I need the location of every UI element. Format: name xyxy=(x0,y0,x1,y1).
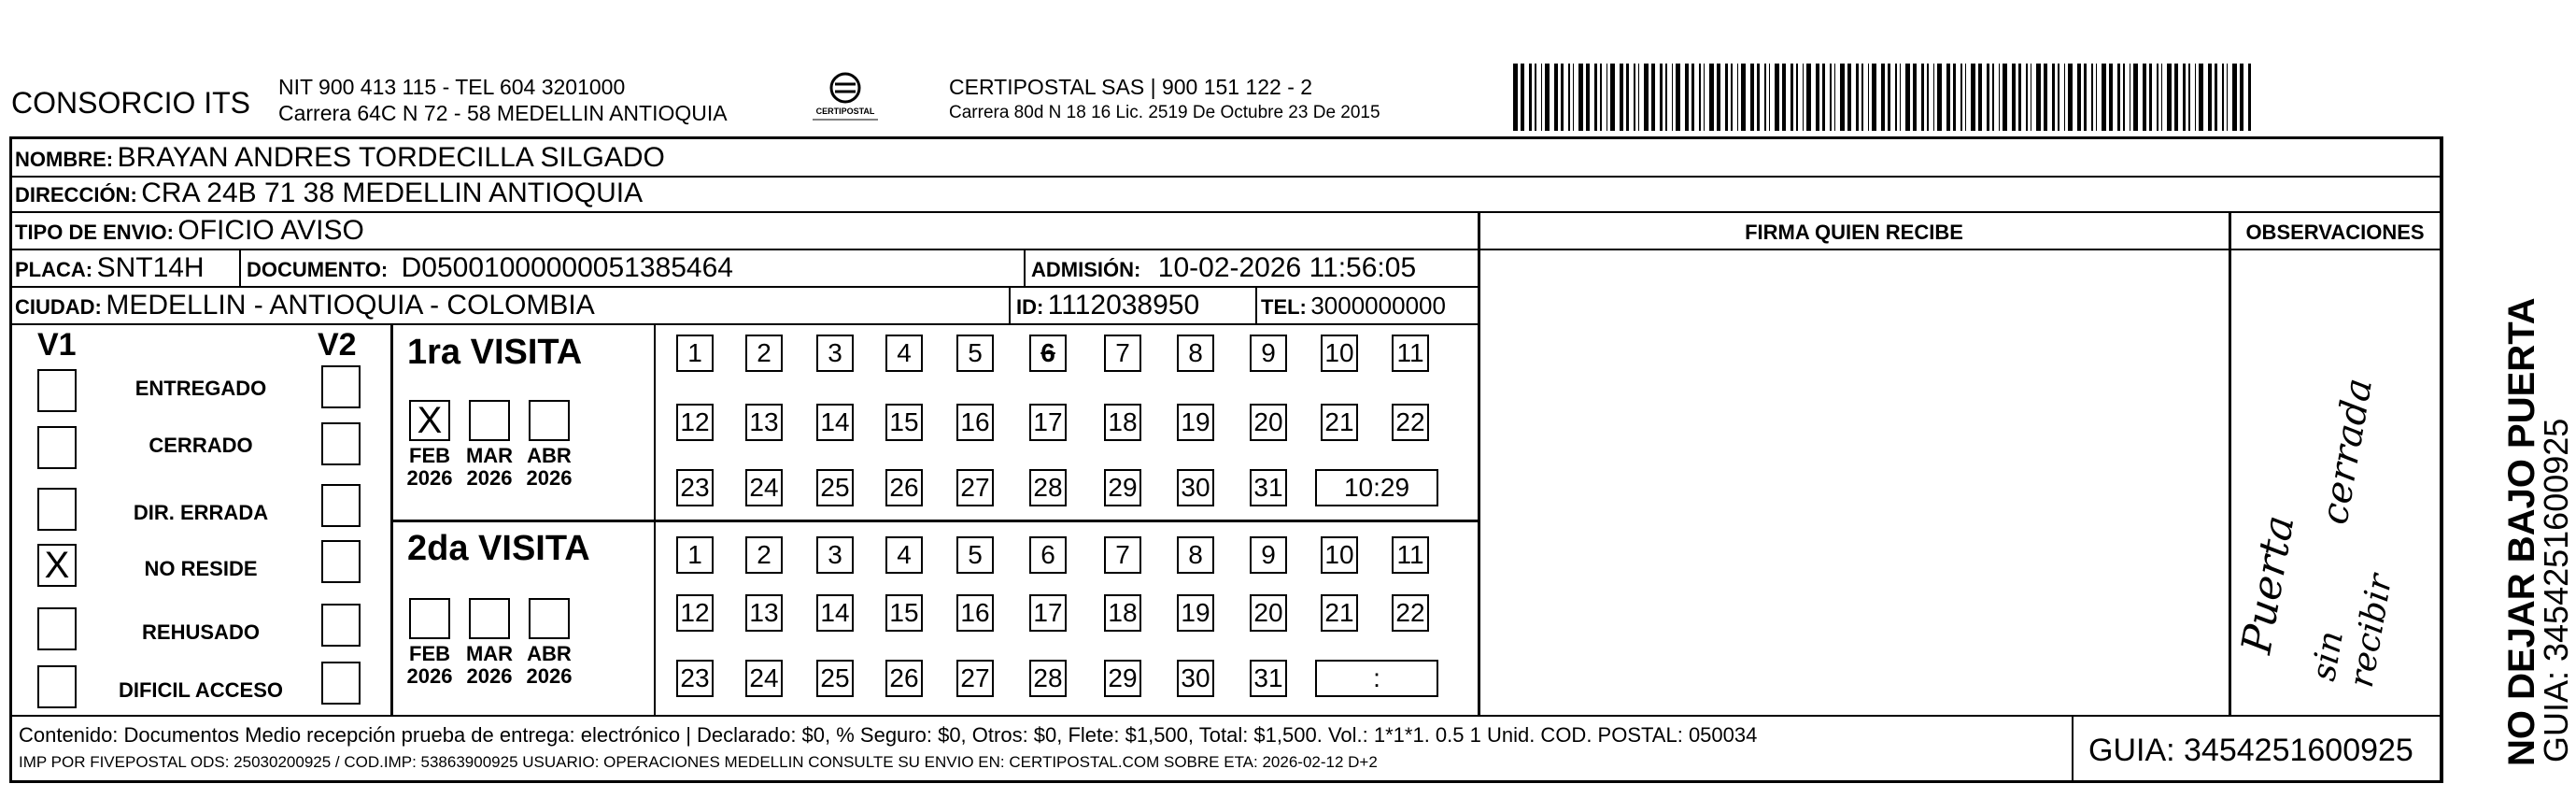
v1-checkbox[interactable] xyxy=(37,665,77,708)
barcode-bar xyxy=(1606,64,1607,131)
direccion-value: CRA 24B 71 38 MEDELLIN ANTIOQUIA xyxy=(141,178,644,208)
barcode-bar xyxy=(2240,64,2243,131)
barcode-bar xyxy=(2208,64,2212,131)
status-label: NO RESIDE xyxy=(144,557,258,580)
barcode-bar xyxy=(1881,64,1885,131)
day-checkbox[interactable]: 19 xyxy=(1177,404,1214,441)
observaciones-header: OBSERVACIONES xyxy=(2245,221,2425,244)
tel-label: TEL: xyxy=(1261,295,1307,319)
day-checkbox[interactable]: 6 xyxy=(1029,335,1067,372)
barcode-bar xyxy=(2157,64,2158,131)
ciudad-label: CIUDAD: xyxy=(15,295,102,319)
barcode xyxy=(1513,64,2255,131)
day-checkbox[interactable]: 27 xyxy=(956,660,994,697)
day-checkbox[interactable]: 18 xyxy=(1104,404,1141,441)
barcode-bar xyxy=(1965,64,1966,131)
barcode-bar xyxy=(1600,64,1602,131)
month-label: FEB 2026 xyxy=(406,444,453,490)
side-warning: NO DEJAR BAJO PUERTA xyxy=(2501,297,2542,766)
barcode-bar xyxy=(2248,64,2251,131)
barcode-bar xyxy=(2102,64,2106,131)
barcode-bar xyxy=(2232,64,2237,131)
barcode-bar xyxy=(1868,64,1869,131)
certipostal-line-1: CERTIPOSTAL SAS | 900 151 122 - 2 xyxy=(949,75,1313,99)
barcode-bar xyxy=(2018,64,2021,131)
barcode-bar xyxy=(1731,64,1733,131)
day-checkbox[interactable]: 14 xyxy=(816,594,854,632)
barcode-bar xyxy=(1856,64,1859,131)
v2-checkbox[interactable] xyxy=(321,604,361,647)
barcode-bar xyxy=(2003,64,2007,131)
v1-checkbox[interactable] xyxy=(37,488,77,531)
logo-text: CERTIPOSTAL xyxy=(815,107,875,116)
month-label: ABR 2026 xyxy=(526,642,573,688)
barcode-bar xyxy=(1861,64,1863,131)
month-label: FEB 2026 xyxy=(406,642,453,688)
barcode-bar xyxy=(1638,64,1639,131)
barcode-bar xyxy=(1937,64,1942,131)
footer-imp: IMP POR FIVEPOSTAL ODS: 25030200925 / COD.IMP: 53863900925 USUARIO: OPERACIONES MEDELLIN CONSULTE SU ENVIO EN: CERTIPOSTAL.COM SOBRE ETA: 2026-02-12 D+2 xyxy=(19,753,1378,771)
barcode-bar xyxy=(1895,64,1897,131)
v1-checkbox[interactable]: X xyxy=(37,544,77,587)
direccion-label: DIRECCIÓN: xyxy=(15,183,137,207)
barcode-bar xyxy=(1704,64,1705,131)
barcode-bar xyxy=(2109,64,2113,131)
footer-contenido: Contenido: Documentos Medio recepción prueba de entrega: electrónico | Declarado: $0, % Seguro: $0, Otros: $0, Flete: $1,500, Total: $1,500. Vol.: 1*1*1. 0.5 1 Unid. COD. POSTAL: 050034 xyxy=(19,723,1758,747)
day-checkbox[interactable]: 10 xyxy=(1321,536,1358,574)
documento-field xyxy=(247,252,733,284)
barcode-bar xyxy=(2199,64,2203,131)
barcode-bar xyxy=(1660,64,1663,131)
placa-value: SNT14H xyxy=(96,252,205,283)
barcode-bar xyxy=(1822,64,1825,131)
status-label: CERRADO xyxy=(149,434,253,457)
barcode-bar xyxy=(1651,64,1655,131)
barcode-bar xyxy=(1676,64,1680,131)
placa-label: PLACA: xyxy=(15,258,93,281)
day-checkbox[interactable]: 7 xyxy=(1104,335,1141,372)
status-label: ENTREGADO xyxy=(134,377,267,400)
ciudad-value: MEDELLIN - ANTIOQUIA - COLOMBIA xyxy=(106,290,595,321)
second-visit-title: 2da VISITA xyxy=(407,529,590,568)
day-checkbox[interactable]: 25 xyxy=(816,469,854,506)
day-checkbox[interactable]: 13 xyxy=(745,594,783,632)
barcode-bar xyxy=(1541,64,1542,131)
day-checkbox[interactable]: 24 xyxy=(745,469,783,506)
day-checkbox[interactable]: 10 xyxy=(1321,335,1358,372)
barcode-bar xyxy=(1513,64,1518,131)
documento-value: D05001000000051385464 xyxy=(401,252,733,283)
day-checkbox[interactable]: 22 xyxy=(1392,404,1429,441)
barcode-bar xyxy=(1586,64,1590,131)
month-checkbox[interactable] xyxy=(469,400,510,441)
day-checkbox[interactable]: 5 xyxy=(956,335,994,372)
barcode-bar xyxy=(2064,64,2065,131)
barcode-bar xyxy=(2091,64,2093,131)
day-checkbox[interactable]: 26 xyxy=(885,660,923,697)
documento-label: DOCUMENTO: xyxy=(247,258,389,281)
barcode-bar xyxy=(2077,64,2081,131)
barcode-bar xyxy=(2044,64,2047,131)
barcode-bar xyxy=(2133,64,2138,131)
tipo-value: OFICIO AVISO xyxy=(177,215,364,246)
id-label: ID: xyxy=(1016,295,1044,319)
day-checkbox[interactable]: 2 xyxy=(745,335,783,372)
day-checkbox[interactable]: 24 xyxy=(745,660,783,697)
day-checkbox[interactable]: 4 xyxy=(885,335,923,372)
month-checkbox[interactable] xyxy=(409,598,450,639)
barcode-bar xyxy=(1806,64,1811,131)
certipostal-line-2: Carrera 80d N 18 16 Lic. 2519 De Octubre 23 De 2015 xyxy=(949,103,1380,122)
company-name: CONSORCIO ITS xyxy=(11,86,251,120)
barcode-bar xyxy=(1953,64,1956,131)
barcode-bar xyxy=(2215,64,2217,131)
day-checkbox[interactable]: 2 xyxy=(745,536,783,574)
day-checkbox[interactable]: 20 xyxy=(1250,404,1287,441)
day-checkbox[interactable]: 19 xyxy=(1177,594,1214,632)
barcode-bar xyxy=(1535,64,1536,131)
barcode-bar xyxy=(1946,64,1950,131)
barcode-bar xyxy=(1905,64,1910,131)
day-checkbox[interactable]: 8 xyxy=(1177,335,1214,372)
day-checkbox[interactable]: 4 xyxy=(885,536,923,574)
day-checkbox[interactable]: 12 xyxy=(676,594,714,632)
barcode-bar xyxy=(1685,64,1689,131)
day-checkbox[interactable]: 12 xyxy=(676,404,714,441)
barcode-bar xyxy=(1521,64,1524,131)
day-checkbox[interactable]: 27 xyxy=(956,469,994,506)
barcode-bar xyxy=(1626,64,1629,131)
day-checkbox[interactable]: 21 xyxy=(1321,594,1358,632)
handwriting-line-3: sin recibir xyxy=(2304,571,2400,691)
day-checkbox[interactable]: 11 xyxy=(1392,536,1429,574)
day-checkbox[interactable]: 9 xyxy=(1250,335,1287,372)
status-label: DIFICIL ACCESO xyxy=(118,678,283,702)
day-checkbox[interactable]: 16 xyxy=(956,404,994,441)
month-label: MAR 2026 xyxy=(465,444,514,490)
v1-checkbox[interactable] xyxy=(37,426,77,469)
barcode-bar xyxy=(1741,64,1746,131)
barcode-bar xyxy=(2222,64,2224,131)
day-checkbox[interactable]: 7 xyxy=(1104,536,1141,574)
firma-header: FIRMA QUIEN RECIBE xyxy=(1745,221,1963,244)
barcode-bar xyxy=(1803,64,1804,131)
barcode-bar xyxy=(1790,64,1793,131)
v2-checkbox[interactable] xyxy=(321,365,361,408)
barcode-bar xyxy=(2012,64,2016,131)
barcode-bar xyxy=(2227,64,2228,131)
day-checkbox[interactable]: 6 xyxy=(1029,536,1067,574)
month-checkbox[interactable] xyxy=(529,400,570,441)
tel-value: 3000000000 xyxy=(1310,292,1446,320)
address-line: Carrera 64C N 72 - 58 MEDELLIN ANTIOQUIA xyxy=(278,101,728,125)
first-visit-title: 1ra VISITA xyxy=(407,333,583,372)
certipostal-logo xyxy=(803,67,887,127)
handwriting-line-2: cerrada xyxy=(2313,375,2382,528)
ciudad-field xyxy=(15,290,595,321)
handwritten-note xyxy=(2232,364,2432,710)
barcode-bar xyxy=(1987,64,1989,131)
barcode-bar xyxy=(1830,64,1832,131)
day-checkbox[interactable]: 3 xyxy=(816,536,854,574)
admision-value: 10-02-2026 11:56:05 xyxy=(1157,252,1417,283)
barcode-bar xyxy=(1933,64,1934,131)
nombre-row xyxy=(15,142,665,174)
barcode-bar xyxy=(1545,64,1550,131)
barcode-bar xyxy=(2195,64,2196,131)
day-checkbox[interactable]: 22 xyxy=(1392,594,1429,632)
barcode-bar xyxy=(1644,64,1649,131)
month-checkbox[interactable]: X xyxy=(409,400,450,441)
month-checkbox[interactable] xyxy=(469,598,510,639)
day-checkbox[interactable]: 5 xyxy=(956,536,994,574)
time-field[interactable]: 10:29 xyxy=(1315,469,1438,506)
barcode-bar xyxy=(1834,64,1835,131)
month-label: MAR 2026 xyxy=(465,642,514,688)
barcode-bar xyxy=(1699,64,1701,131)
day-checkbox[interactable]: 23 xyxy=(676,660,714,697)
barcode-bar xyxy=(2117,64,2120,131)
barcode-bar xyxy=(2036,64,2041,131)
barcode-bar xyxy=(1610,64,1615,131)
barcode-bar xyxy=(1816,64,1819,131)
day-checkbox[interactable]: 28 xyxy=(1029,660,1067,697)
day-checkbox[interactable]: 28 xyxy=(1029,469,1067,506)
time-field[interactable]: : xyxy=(1315,660,1438,697)
barcode-bar xyxy=(1992,64,1994,131)
barcode-bar xyxy=(2096,64,2097,131)
barcode-bar xyxy=(2123,64,2125,131)
day-checkbox[interactable]: 1 xyxy=(676,536,714,574)
barcode-bar xyxy=(1709,64,1714,131)
day-checkbox[interactable]: 30 xyxy=(1177,660,1214,697)
barcode-bar xyxy=(2188,64,2190,131)
barcode-bar xyxy=(1978,64,1982,131)
day-checkbox[interactable]: 31 xyxy=(1250,469,1287,506)
day-checkbox[interactable]: 31 xyxy=(1250,660,1287,697)
barcode-bar xyxy=(1999,64,2000,131)
nombre-label: NOMBRE: xyxy=(15,148,114,171)
day-checkbox[interactable]: 20 xyxy=(1250,594,1287,632)
barcode-bar xyxy=(2068,64,2073,131)
barcode-bar xyxy=(2167,64,2172,131)
day-checkbox[interactable]: 1 xyxy=(676,335,714,372)
barcode-bar xyxy=(1796,64,1798,131)
barcode-bar xyxy=(1872,64,1876,131)
barcode-bar xyxy=(1573,64,1574,131)
placa-field xyxy=(15,252,205,284)
admision-field xyxy=(1031,252,1416,284)
v2-label: V2 xyxy=(318,327,357,363)
admision-label: ADMISIÓN: xyxy=(1031,258,1141,281)
barcode-bar xyxy=(1750,64,1754,131)
barcode-bar xyxy=(1594,64,1597,131)
barcode-bar xyxy=(1840,64,1845,131)
barcode-bar xyxy=(1529,64,1532,131)
day-checkbox[interactable]: 21 xyxy=(1321,404,1358,441)
day-checkbox[interactable]: 26 xyxy=(885,469,923,506)
day-checkbox[interactable]: 11 xyxy=(1392,335,1429,372)
v1-checkbox[interactable] xyxy=(37,607,77,650)
barcode-bar xyxy=(1847,64,1851,131)
status-label: DIR. ERRADA xyxy=(133,501,269,524)
side-guia: GUIA: 3454251600925 xyxy=(2537,418,2575,762)
barcode-bar xyxy=(1568,64,1570,131)
barcode-bar xyxy=(1921,64,1924,131)
barcode-bar xyxy=(1737,64,1738,131)
day-checkbox[interactable]: 3 xyxy=(816,335,854,372)
month-checkbox[interactable] xyxy=(529,598,570,639)
v1-checkbox[interactable] xyxy=(37,369,77,412)
barcode-bar xyxy=(1717,64,1720,131)
tel-field xyxy=(1261,292,1446,321)
barcode-bar xyxy=(1927,64,1929,131)
v1-label: V1 xyxy=(37,327,77,363)
barcode-bar xyxy=(2183,64,2186,131)
nit-line: NIT 900 413 115 - TEL 604 3201000 xyxy=(278,75,626,99)
barcode-bar xyxy=(1900,64,1901,131)
day-checkbox[interactable]: 29 xyxy=(1104,660,1141,697)
id-field xyxy=(1016,290,1199,321)
barcode-bar xyxy=(2143,64,2146,131)
day-checkbox[interactable]: 18 xyxy=(1104,594,1141,632)
day-checkbox[interactable]: 9 xyxy=(1250,536,1287,574)
id-value: 1112038950 xyxy=(1047,290,1200,321)
barcode-bar xyxy=(1971,64,1975,131)
status-label: REHUSADO xyxy=(142,620,260,644)
day-checkbox[interactable]: 16 xyxy=(956,594,994,632)
barcode-bar xyxy=(1691,64,1694,131)
barcode-bar xyxy=(2174,64,2178,131)
barcode-bar xyxy=(2161,64,2162,131)
day-checkbox[interactable]: 13 xyxy=(745,404,783,441)
v2-checkbox[interactable] xyxy=(321,484,361,527)
day-checkbox[interactable]: 15 xyxy=(885,404,923,441)
barcode-bar xyxy=(1757,64,1760,131)
barcode-bar xyxy=(1725,64,1728,131)
day-checkbox[interactable]: 17 xyxy=(1029,594,1067,632)
barcode-bar xyxy=(1782,64,1786,131)
barcode-bar xyxy=(2058,64,2059,131)
barcode-bar xyxy=(2084,64,2087,131)
barcode-bar xyxy=(1554,64,1558,131)
barcode-bar xyxy=(1764,64,1766,131)
tipo-label: TIPO DE ENVIO: xyxy=(15,221,174,244)
barcode-bar xyxy=(1578,64,1583,131)
day-checkbox[interactable]: 8 xyxy=(1177,536,1214,574)
barcode-bar xyxy=(1561,64,1564,131)
tipo-row xyxy=(15,215,364,247)
barcode-bar xyxy=(1775,64,1779,131)
day-checkbox[interactable]: 23 xyxy=(676,469,714,506)
barcode-bar xyxy=(1769,64,1770,131)
day-checkbox[interactable]: 29 xyxy=(1104,469,1141,506)
barcode-bar xyxy=(2149,64,2152,131)
barcode-bar xyxy=(1634,64,1635,131)
handwriting-line-1: Puerta xyxy=(2232,511,2304,658)
barcode-bar xyxy=(1620,64,1623,131)
barcode-bar xyxy=(1888,64,1890,131)
v2-checkbox[interactable] xyxy=(321,540,361,583)
month-label: ABR 2026 xyxy=(526,444,573,490)
v2-checkbox[interactable] xyxy=(321,422,361,465)
day-checkbox[interactable]: 25 xyxy=(816,660,854,697)
day-checkbox[interactable]: 14 xyxy=(816,404,854,441)
barcode-bar xyxy=(1672,64,1673,131)
barcode-bar xyxy=(2026,64,2028,131)
barcode-bar xyxy=(1913,64,1917,131)
direccion-row xyxy=(15,178,643,209)
footer-guia: GUIA: 3454251600925 xyxy=(2088,733,2413,768)
v2-checkbox[interactable] xyxy=(321,662,361,705)
day-checkbox[interactable]: 30 xyxy=(1177,469,1214,506)
day-checkbox[interactable]: 17 xyxy=(1029,404,1067,441)
barcode-bar xyxy=(1960,64,1962,131)
nombre-value: BRAYAN ANDRES TORDECILLA SILGADO xyxy=(117,142,665,173)
barcode-bar xyxy=(2052,64,2055,131)
day-checkbox[interactable]: 15 xyxy=(885,594,923,632)
barcode-bar xyxy=(1665,64,1667,131)
